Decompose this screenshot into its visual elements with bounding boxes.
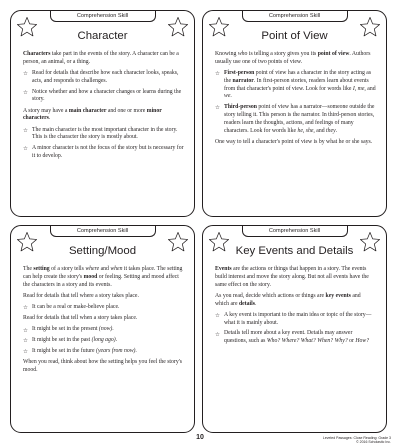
- text: .: [254, 300, 257, 307]
- list-item-text: Notice whether and how a character changes or learns during the story.: [32, 88, 182, 103]
- comprehension-skill-tag: Comprehension Skill: [50, 11, 156, 22]
- bullet-list: [23, 127, 184, 161]
- text: or: [347, 338, 356, 345]
- list-item: [23, 89, 184, 105]
- emphasis: they: [326, 127, 336, 134]
- paragraph: [215, 266, 376, 289]
- text: Knowing: [215, 51, 238, 57]
- list-item: [23, 127, 184, 143]
- star-bullet-icon: ☆: [215, 331, 220, 338]
- bullet-list: [23, 70, 184, 104]
- star-bullet-icon: ☆: [215, 105, 220, 112]
- text: . Authors usually use one of two points of view.: [215, 51, 371, 65]
- emphasis: when: [110, 266, 123, 272]
- star-bullet-icon: ☆: [23, 127, 28, 134]
- comprehension-skill-tag: Comprehension Skill: [50, 226, 156, 237]
- star-bullet-icon: ☆: [23, 349, 28, 356]
- emphasis: I, me,: [352, 85, 366, 92]
- paragraph: Read for details that tell where a story takes place.: [23, 292, 139, 299]
- emphasis: How?: [355, 338, 370, 345]
- emphasis: we: [224, 93, 231, 100]
- list-item: [215, 104, 376, 135]
- list-item-text: A key event is important to the main idea or topic of the story—what it is mainly about.: [224, 311, 372, 326]
- star-bullet-icon: ☆: [23, 89, 28, 96]
- star-bullet-icon: ☆: [23, 305, 28, 312]
- paragraph: [215, 293, 376, 309]
- key-events-card: [202, 225, 387, 433]
- star-bullet-icon: ☆: [23, 338, 28, 345]
- setting-mood-card: [10, 225, 195, 433]
- term: details: [238, 300, 255, 307]
- term: Events: [215, 266, 232, 272]
- card-title: Key Events and Details: [235, 245, 354, 257]
- list-item: [23, 337, 184, 345]
- term: narrator: [232, 77, 254, 84]
- list-item-text: It might be set in the future: [32, 348, 97, 355]
- card-title: Setting/Mood: [68, 245, 137, 257]
- page-number: 10: [196, 434, 204, 441]
- credit-line: [323, 436, 391, 445]
- list-item-text: Read for details that describe how each character looks, speaks, acts, and responds to challenges.: [32, 70, 179, 84]
- bullet-list: [215, 312, 376, 346]
- text: and: [365, 85, 376, 92]
- text: The: [23, 266, 34, 272]
- list-item-text: The main character is the most important character in the story. This is the character the story is mostly about.: [32, 126, 178, 141]
- text: or feeling. Setting and mood affect the characters in a story and its events.: [23, 273, 179, 288]
- emphasis: (long ago).: [91, 337, 118, 344]
- paragraph: Read for details that tell when a story takes place.: [23, 315, 138, 322]
- list-item: [23, 70, 184, 86]
- text: take part in the events of the story. A character can be a person, an animal, or a thing.: [23, 51, 179, 65]
- text: A story may have a: [23, 107, 69, 114]
- text: and: [99, 266, 111, 272]
- term: mood: [83, 273, 98, 280]
- term: main character: [68, 107, 107, 114]
- list-item: [23, 304, 184, 312]
- card-body: [215, 51, 376, 150]
- term: key events: [325, 292, 351, 299]
- text: . In first-person stories, readers learn about events from that character's point of view. Look for words like: [224, 77, 369, 92]
- copyright: © 2016 Scholastic Inc.: [356, 440, 391, 445]
- text: is telling a story gives you its: [247, 51, 318, 57]
- text: and one or more: [106, 107, 147, 114]
- comprehension-skill-tag: Comprehension Skill: [242, 11, 348, 22]
- list-item: [215, 70, 376, 101]
- text: point of view has a character in the story acting as the: [224, 70, 372, 84]
- text: As you read, decide which actions or things are: [215, 292, 326, 299]
- card-body: [215, 266, 376, 349]
- paragraph: [23, 51, 184, 67]
- text: and which are: [215, 292, 361, 307]
- term: First-person: [224, 70, 255, 77]
- emphasis: where: [85, 266, 100, 272]
- term: Third-person: [224, 104, 257, 111]
- list-item: [23, 145, 184, 161]
- list-item-text: A minor character is not the focus of the story but is necessary for it to develop.: [32, 145, 184, 160]
- point-of-view-card: [202, 10, 387, 217]
- term: setting: [33, 266, 50, 272]
- star-bullet-icon: ☆: [23, 71, 28, 78]
- emphasis: who: [237, 51, 248, 57]
- text: point of view has a narrator—someone outside the story telling it. This person is the narrator. In third-person stories, readers learn the thoughts, actions, and feelings of many characters. Look for words like: [224, 104, 375, 134]
- text: and: [314, 127, 327, 134]
- emphasis: (now).: [98, 326, 114, 333]
- text: it takes place. The setting can help create the story's: [23, 266, 183, 280]
- text: .: [335, 127, 338, 134]
- term: point of view: [317, 51, 350, 57]
- list-item-text: Details tell more about a key event. Details may answer questions, such as: [224, 330, 353, 345]
- bullet-list: [215, 70, 376, 136]
- character-card: [10, 10, 195, 217]
- emphasis: (years from now).: [96, 348, 137, 355]
- comprehension-skill-tag: Comprehension Skill: [242, 226, 348, 237]
- card-title: Character: [77, 30, 128, 42]
- term: Characters: [23, 51, 51, 57]
- card-body: [23, 266, 184, 378]
- bullet-list: [23, 326, 184, 355]
- star-bullet-icon: ☆: [215, 71, 220, 78]
- paragraph: [23, 108, 184, 124]
- star-bullet-icon: ☆: [23, 327, 28, 334]
- paragraph: When you read, think about how the setting helps you feel the story's mood.: [23, 359, 182, 374]
- card-body: [23, 51, 184, 164]
- text: are the actions or things that happen in a story. The events build interest and move the story along. But not all events have the same effect on the story.: [215, 266, 369, 288]
- credit-title: Leveled Passages: Close Reading: Grade 3: [322, 436, 391, 440]
- list-item: [215, 312, 376, 328]
- emphasis: he, she,: [297, 127, 315, 134]
- bullet-list: [23, 304, 184, 312]
- text: of a story tells: [49, 266, 86, 272]
- star-bullet-icon: ☆: [23, 146, 28, 153]
- paragraph: One way to tell a character's point of view is by what he or she says.: [215, 138, 373, 145]
- emphasis: Who? Where? What? When? Why?: [266, 338, 348, 345]
- text: .: [48, 115, 51, 122]
- list-item: [23, 326, 184, 334]
- list-item-text: It might be set in the present: [32, 326, 99, 333]
- list-item: [215, 330, 376, 346]
- list-item-text: It can be a real or make-believe place.: [32, 304, 120, 311]
- paragraph: [23, 266, 184, 289]
- text: .: [230, 93, 232, 100]
- card-title: Point of View: [261, 30, 328, 42]
- paragraph: [215, 51, 376, 67]
- star-bullet-icon: ☆: [215, 313, 220, 320]
- list-item-text: It might be set in the past: [32, 337, 92, 344]
- list-item: [23, 348, 184, 356]
- term: minor characters: [23, 107, 162, 122]
